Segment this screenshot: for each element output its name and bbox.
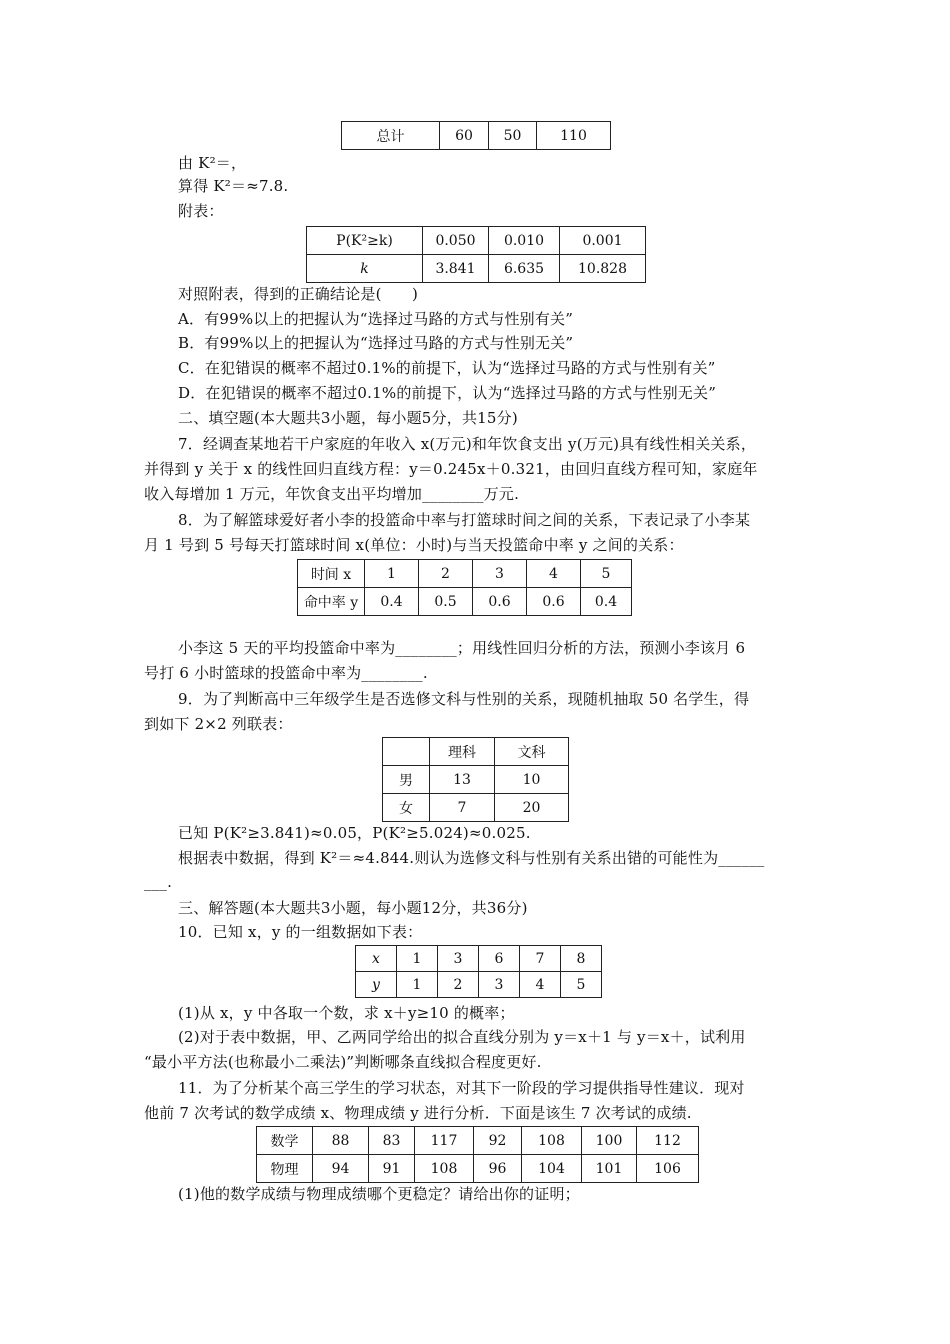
q11-line-1: 11．为了分析某个高三学生的学习状态，对其下一阶段的学习提供指导性建议．现对 bbox=[178, 1079, 745, 1097]
table-cell: y bbox=[356, 972, 397, 998]
section2-title: 二、填空题(本大题共3小题，每小题5分，共15分) bbox=[178, 409, 518, 427]
table-cell: 男 bbox=[383, 766, 430, 794]
table-cell: 13 bbox=[430, 766, 495, 794]
q11-part-1: (1)他的数学成绩与物理成绩哪个更稳定？请给出你的证明； bbox=[178, 1185, 580, 1203]
table-cell: 1 bbox=[365, 560, 419, 588]
q10-part-2: (2)对于表中数据，甲、乙两同学给出的拟合直线分别为 y＝x＋1 与 y＝x＋，试利用 bbox=[178, 1028, 746, 1046]
table-cell: 2 bbox=[419, 560, 473, 588]
table-cell: P(K²≥k) bbox=[307, 227, 423, 255]
q9-after-line-3: ___. bbox=[144, 873, 173, 891]
table-cell: 108 bbox=[522, 1127, 582, 1155]
q10-table bbox=[355, 945, 602, 998]
table-cell: x bbox=[356, 946, 397, 972]
q9-table bbox=[382, 737, 569, 822]
table-cell: k bbox=[307, 255, 423, 283]
q8-line-2: 月 1 号到 5 号每天打篮球时间 x(单位：小时)与当天投篮命中率 y 之间的关系： bbox=[144, 536, 684, 554]
table-cell: 数学 bbox=[257, 1127, 313, 1155]
table-cell: 83 bbox=[369, 1127, 415, 1155]
table-cell: 0.6 bbox=[473, 588, 527, 616]
table-cell: 94 bbox=[313, 1155, 369, 1183]
table-row bbox=[257, 1155, 699, 1183]
q9-line-1: 9．为了判断高中三年级学生是否选修文科与性别的关系，现随机抽取 50 名学生，得 bbox=[178, 690, 750, 708]
table-row bbox=[383, 766, 569, 794]
table-cell: 106 bbox=[637, 1155, 699, 1183]
table-cell: 3 bbox=[438, 946, 479, 972]
table-cell: 20 bbox=[495, 794, 569, 822]
table-row bbox=[356, 972, 602, 998]
table-cell: 10 bbox=[495, 766, 569, 794]
table-cell bbox=[383, 738, 430, 766]
table-cell: 1 bbox=[397, 946, 438, 972]
table-cell: 60 bbox=[440, 122, 489, 150]
table-cell: 10.828 bbox=[560, 255, 646, 283]
table-cell: 女 bbox=[383, 794, 430, 822]
q9-line-2: 到如下 2×2 列联表： bbox=[144, 715, 293, 733]
table-cell: 88 bbox=[313, 1127, 369, 1155]
table-cell: 总计 bbox=[342, 122, 440, 150]
appendix-label: 附表： bbox=[178, 202, 224, 220]
q9-after-line-1: 已知 P(K²≥3.841)≈0.05，P(K²≥5.024)≈0.025. bbox=[178, 824, 531, 842]
q10-intro: 10．已知 x，y 的一组数据如下表： bbox=[178, 923, 423, 941]
table-cell: 物理 bbox=[257, 1155, 313, 1183]
q6-option-a: A．有99%以上的把握认为“选择过马路的方式与性别有关” bbox=[178, 310, 574, 328]
q8-after-line-1: 小李这 5 天的平均投篮命中率为________；用线性回归分析的方法，预测小李该月 6 bbox=[178, 639, 746, 657]
table-cell: 110 bbox=[537, 122, 611, 150]
table-cell: 8 bbox=[561, 946, 602, 972]
table-cell: 0.6 bbox=[527, 588, 581, 616]
q8-table bbox=[297, 559, 632, 616]
table-cell: 3 bbox=[479, 972, 520, 998]
table-cell: 2 bbox=[438, 972, 479, 998]
table-row bbox=[356, 946, 602, 972]
q6-option-c: C．在犯错误的概率不超过0.1%的前提下，认为“选择过马路的方式与性别有关” bbox=[178, 359, 716, 377]
table-cell: 4 bbox=[520, 972, 561, 998]
table-cell: 7 bbox=[430, 794, 495, 822]
table-cell: 112 bbox=[637, 1127, 699, 1155]
q8-line-1: 8．为了解篮球爱好者小李的投篮命中率与打篮球时间之间的关系，下表记录了小李某 bbox=[178, 511, 751, 529]
k2-calc-line: 算得 K²＝≈7.8. bbox=[178, 177, 289, 195]
table-cell: 100 bbox=[582, 1127, 637, 1155]
q6-option-b: B．有99%以上的把握认为“选择过马路的方式与性别无关” bbox=[178, 334, 574, 352]
table-cell: 0.5 bbox=[419, 588, 473, 616]
table-row bbox=[383, 794, 569, 822]
q7-line-1: 7．经调查某地若干户家庭的年收入 x(万元)和年饮食支出 y(万元)具有线性相关关系， bbox=[178, 435, 757, 453]
q10-part-1: (1)从 x，y 中各取一个数，求 x＋y≥10 的概率； bbox=[178, 1004, 515, 1022]
q6-option-d: D．在犯错误的概率不超过0.1%的前提下，认为“选择过马路的方式与性别无关” bbox=[178, 384, 717, 402]
table-cell: 108 bbox=[415, 1155, 474, 1183]
table-cell: 文科 bbox=[495, 738, 569, 766]
table-row bbox=[298, 560, 632, 588]
table-cell: 117 bbox=[415, 1127, 474, 1155]
table-cell: 7 bbox=[520, 946, 561, 972]
table-cell: 0.4 bbox=[581, 588, 632, 616]
total-row-table bbox=[341, 121, 611, 150]
q7-line-2: 并得到 y 关于 x 的线性回归直线方程：y＝0.245x＋0.321，由回归直线方程可知，家庭年 bbox=[144, 460, 758, 478]
table-cell: 4 bbox=[527, 560, 581, 588]
q8-after-line-2: 号打 6 小时篮球的投篮命中率为________. bbox=[144, 664, 428, 682]
table-cell: 理科 bbox=[430, 738, 495, 766]
q11-table bbox=[256, 1126, 699, 1183]
table-row bbox=[307, 255, 646, 283]
table-cell: 50 bbox=[489, 122, 537, 150]
table-cell: 6.635 bbox=[489, 255, 560, 283]
table-cell: 1 bbox=[397, 972, 438, 998]
table-cell: 6 bbox=[479, 946, 520, 972]
table-cell: 0.050 bbox=[423, 227, 489, 255]
table-row bbox=[307, 227, 646, 255]
table-cell: 3.841 bbox=[423, 255, 489, 283]
table-row bbox=[383, 738, 569, 766]
k2-critical-table bbox=[306, 226, 646, 283]
q10-part-3: “最小平方法(也称最小二乘法)”判断哪条直线拟合程度更好. bbox=[144, 1053, 542, 1071]
table-cell: 91 bbox=[369, 1155, 415, 1183]
table-cell: 时间 x bbox=[298, 560, 365, 588]
q6-prompt: 对照附表，得到的正确结论是( ) bbox=[178, 285, 419, 303]
table-cell: 命中率 y bbox=[298, 588, 365, 616]
table-cell: 3 bbox=[473, 560, 527, 588]
table-cell: 0.001 bbox=[560, 227, 646, 255]
q9-after-line-2: 根据表中数据，得到 K²＝≈4.844.则认为选修文科与性别有关系出错的可能性为______ bbox=[178, 849, 765, 867]
table-cell: 104 bbox=[522, 1155, 582, 1183]
table-cell: 5 bbox=[561, 972, 602, 998]
table-cell: 92 bbox=[474, 1127, 522, 1155]
table-cell: 96 bbox=[474, 1155, 522, 1183]
table-row bbox=[257, 1127, 699, 1155]
table-cell: 0.4 bbox=[365, 588, 419, 616]
k2-formula-line: 由 K²＝， bbox=[178, 154, 247, 172]
table-cell: 5 bbox=[581, 560, 632, 588]
q7-line-3: 收入每增加 1 万元，年饮食支出平均增加________万元. bbox=[144, 485, 520, 503]
table-cell: 0.010 bbox=[489, 227, 560, 255]
section3-title: 三、解答题(本大题共3小题，每小题12分，共36分) bbox=[178, 899, 528, 917]
table-row bbox=[298, 588, 632, 616]
table-cell: 101 bbox=[582, 1155, 637, 1183]
q11-line-2: 他前 7 次考试的数学成绩 x、物理成绩 y 进行分析．下面是该生 7 次考试的成绩. bbox=[144, 1104, 692, 1122]
table-row bbox=[342, 122, 611, 150]
